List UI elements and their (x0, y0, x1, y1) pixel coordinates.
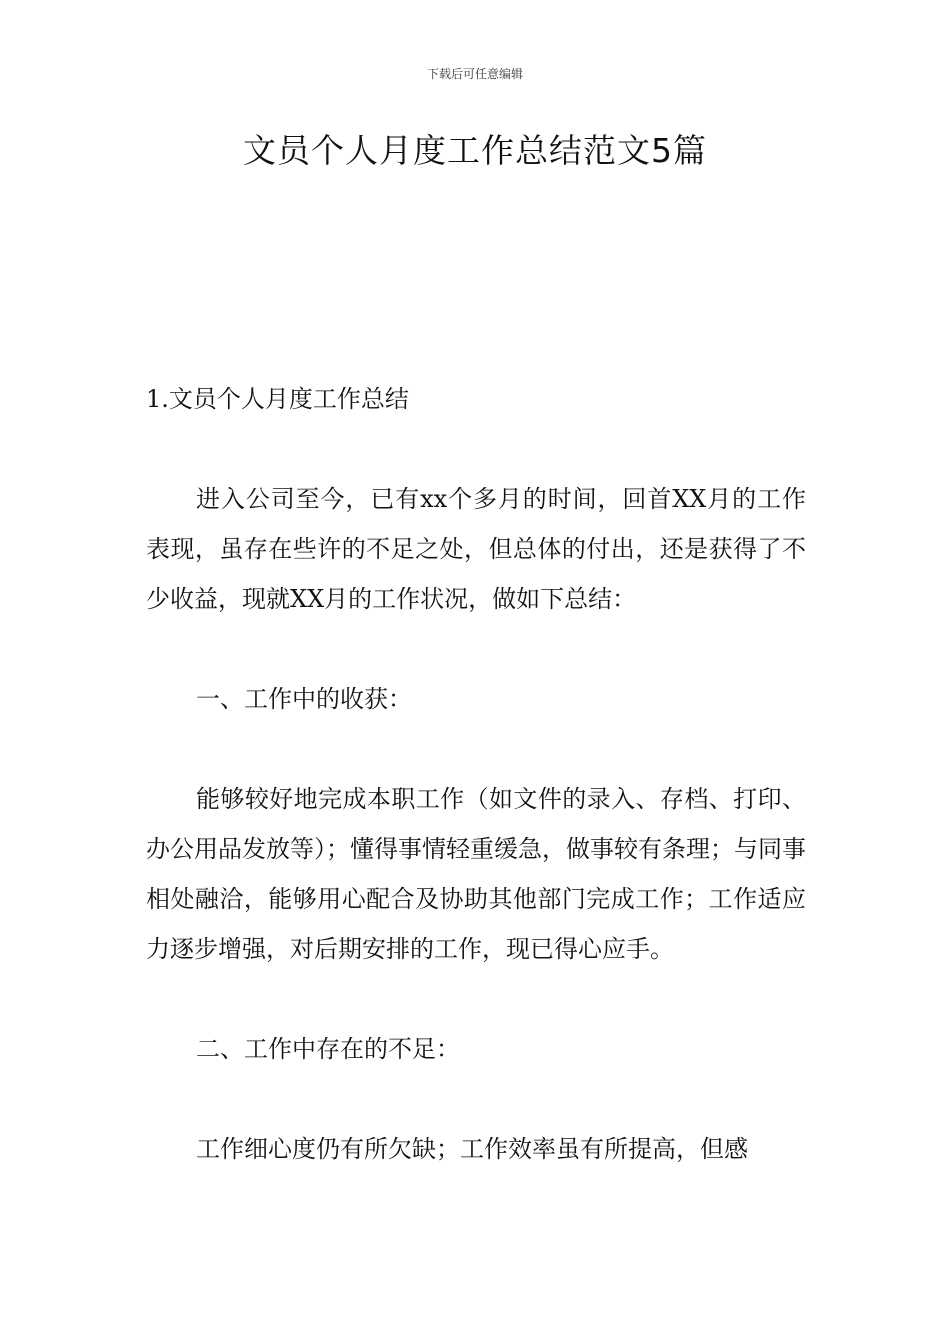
subheading-shortcomings: 二、工作中存在的不足： (196, 1035, 460, 1063)
section-heading: 1.文员个人月度工作总结 (146, 385, 409, 413)
document-body (146, 374, 806, 1174)
subheading-gains: 一、工作中的收获： (196, 685, 412, 713)
paragraph-shortcomings: 工作细心度仍有所欠缺；工作效率虽有所提高，但感 (196, 1135, 748, 1163)
paragraph-intro: 进入公司至今，已有xx个多月的时间，回首XX月的工作表现，虽存在些许的不足之处，但总体的付出，还是获得了不少收益，现就XX月的工作状况，做如下总结： (146, 485, 806, 613)
paragraph-gains: 能够较好地完成本职工作（如文件的录入、存档、打印、办公用品发放等）；懂得事情轻重缓急，做事较有条理；与同事相处融洽，能够用心配合及协助其他部门完成工作；工作适应力逐步增强，对后期安排的工作，现已得心应手。 (146, 785, 806, 963)
document-title: 文员个人月度工作总结范文5篇 (243, 131, 707, 170)
page-header-note: 下载后可任意编辑 (426, 67, 523, 81)
